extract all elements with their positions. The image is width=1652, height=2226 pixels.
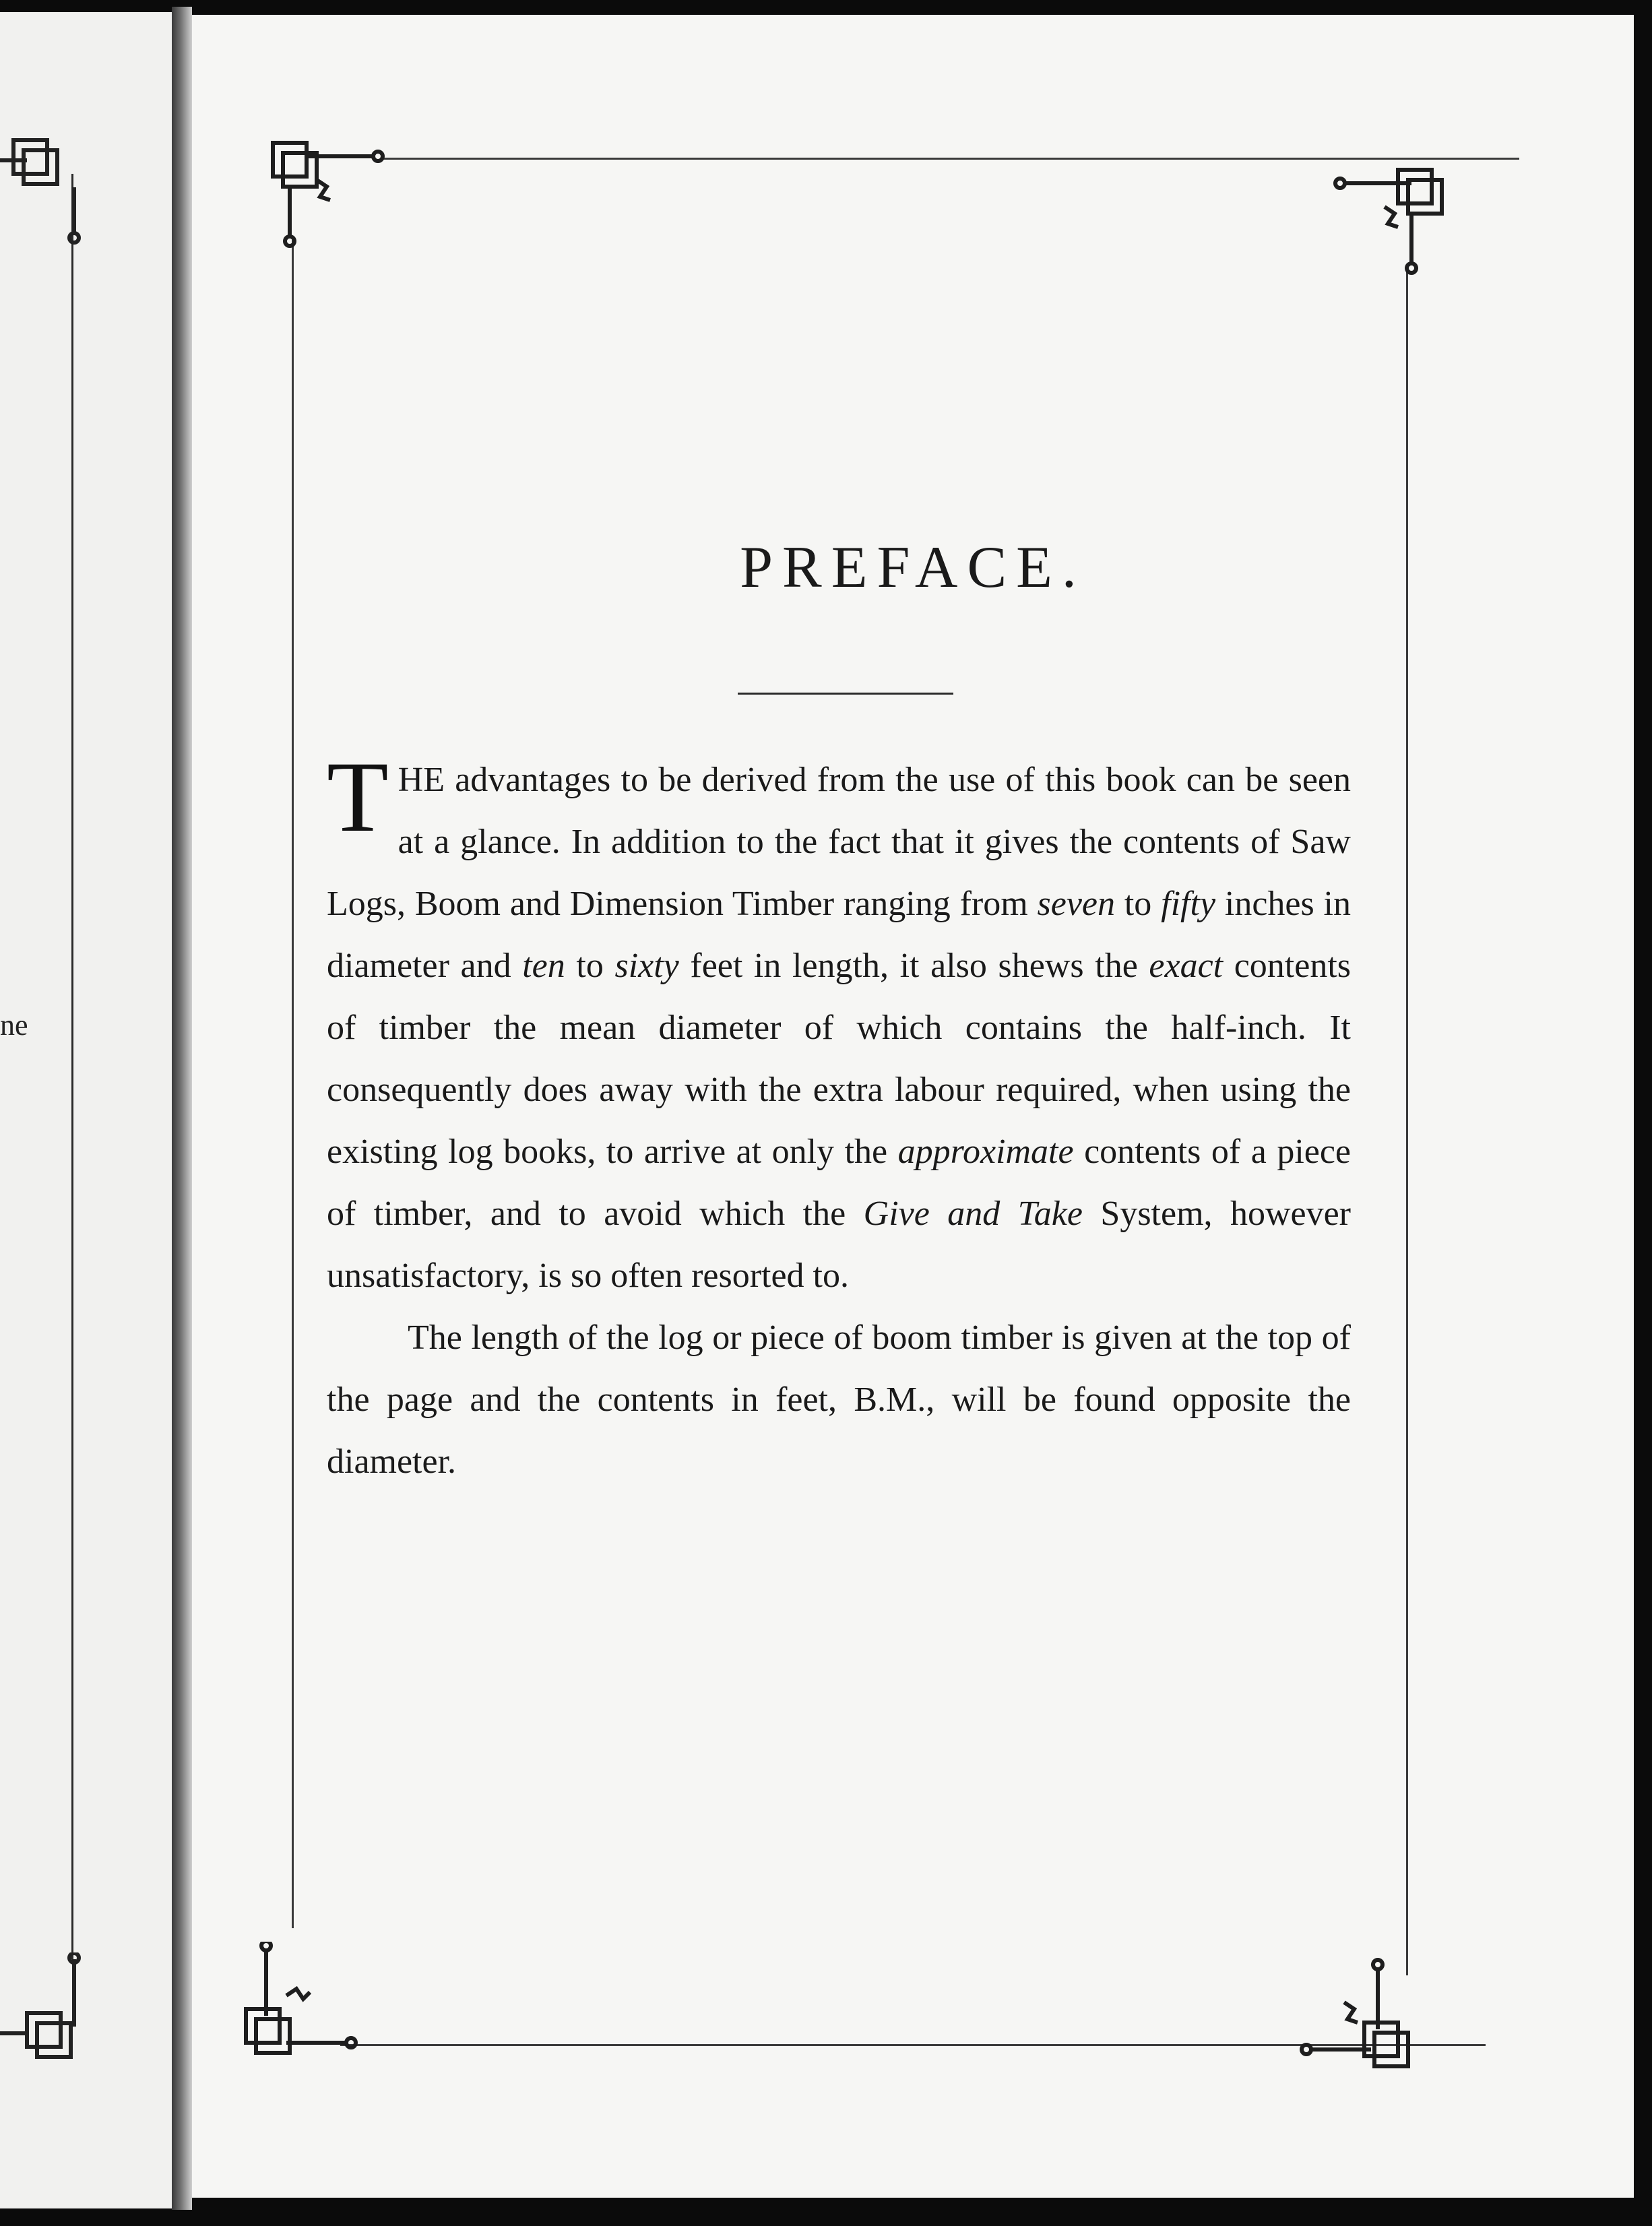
italic-text: seven <box>1037 885 1116 923</box>
celtic-knot-corner-icon <box>232 1942 367 2076</box>
italic-text: ten <box>522 947 565 985</box>
celtic-knot-corner-icon <box>1331 150 1465 284</box>
italic-text: fifty <box>1161 885 1216 923</box>
border-left <box>292 237 294 1928</box>
page-title: PREFACE. <box>740 535 1086 600</box>
preface-page <box>192 15 1634 2198</box>
book-spine <box>172 7 192 2210</box>
italic-text: approximate <box>897 1133 1074 1171</box>
celtic-knot-corner-icon <box>259 123 394 257</box>
paragraph-text: feet in length, it also shews the <box>678 947 1149 985</box>
paragraph-text: inches in diameter and <box>327 885 1352 985</box>
italic-text: sixty <box>614 947 679 985</box>
left-page-text-fragment: ne <box>0 1009 28 1042</box>
preface-paragraph-2: The length of the log or piece of boom timber is given at the top of the page and the contents in feet, B.M., will be found opposite the diameter. <box>327 1318 1351 1481</box>
paragraph-text: contents of timber the mean diameter of which contains the half-inch. It consequently does away with the extra labour required, when using the existing log books, to arrive at only the <box>327 947 1352 1171</box>
border-right <box>1406 264 1408 1975</box>
left-page-border-line <box>71 174 73 1959</box>
preface-paragraph-1 <box>327 741 1352 1307</box>
italic-text: exact <box>1149 947 1224 985</box>
preface-body <box>327 741 1352 1493</box>
italic-text: Give and Take <box>863 1195 1083 1233</box>
left-facing-page <box>0 12 172 2208</box>
drop-cap: T <box>327 741 389 853</box>
paragraph-text: HE advantages to be derived from the use of this book can be seen at a glance. In addition to the fact that it gives the contents of Saw Logs, Boom and Dimension Timber ranging from <box>327 761 1351 923</box>
title-divider <box>738 693 953 695</box>
celtic-knot-corner-icon <box>0 1952 94 2087</box>
paragraph-text: to <box>565 947 615 985</box>
paragraph-text: contents of a piece of timber, and to avoid which the <box>327 1133 1352 1233</box>
celtic-knot-corner-icon <box>0 120 94 255</box>
paragraph-text: System, however unsatisfactory, is so often resorted to. <box>327 1195 1351 1295</box>
celtic-knot-corner-icon <box>1297 1955 1432 2090</box>
paragraph-text: to <box>1115 885 1162 923</box>
